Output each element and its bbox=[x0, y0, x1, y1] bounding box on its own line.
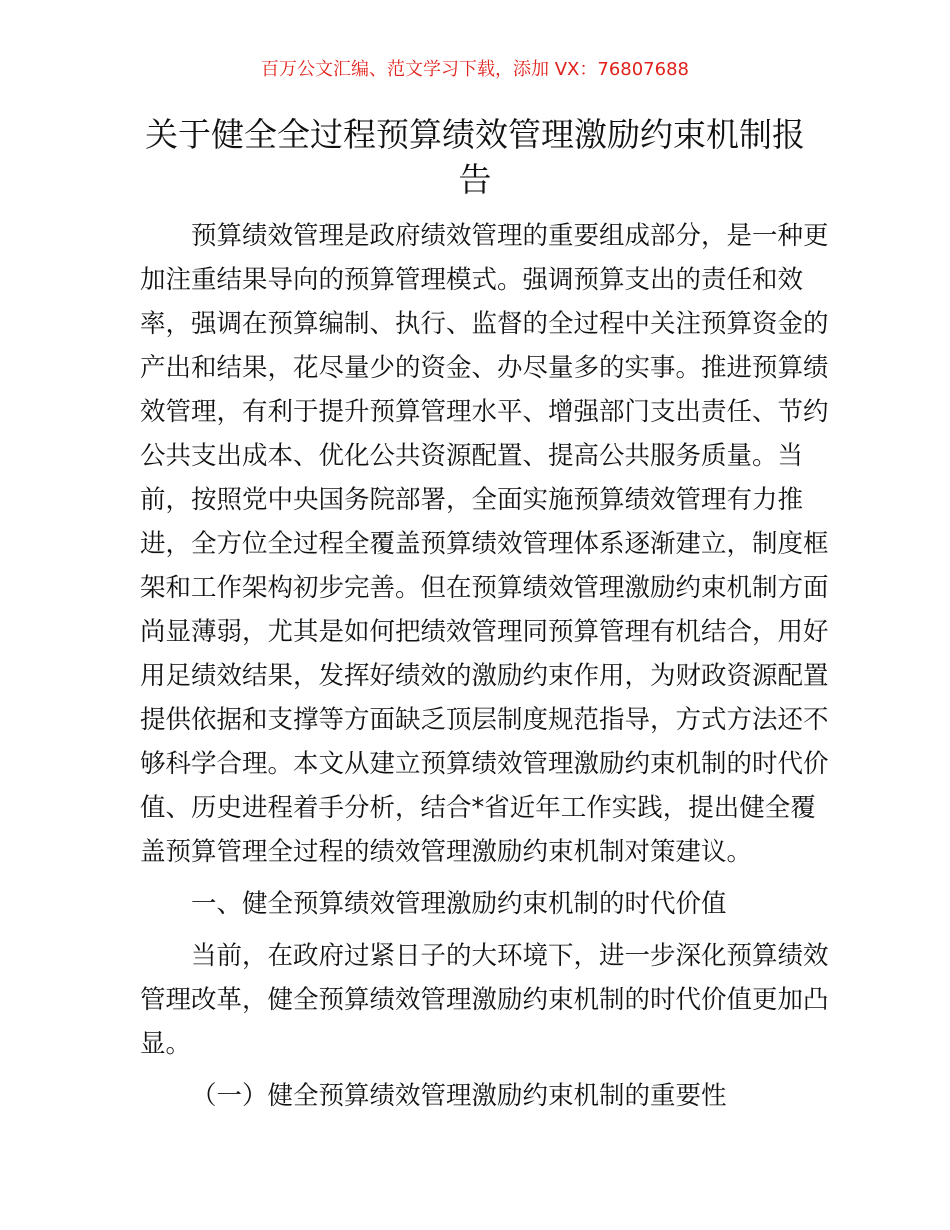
document-body bbox=[140, 214, 829, 1126]
text-line: 加注重结果导向的预算管理模式。强调预算支出的责任和效 bbox=[140, 265, 804, 295]
text-line: 进，全方位全过程全覆盖预算绩效管理体系逐渐建立，制度框 bbox=[140, 529, 829, 559]
text-line: 架和工作架构初步完善。但在预算绩效管理激励约束机制方面 bbox=[140, 573, 829, 603]
text-line: 管理改革，健全预算绩效管理激励约束机制的时代价值更加凸 bbox=[140, 985, 829, 1015]
text-line: 提供依据和支撑等方面缺乏顶层制度规范指导，方式方法还不 bbox=[140, 705, 829, 735]
text-line: 产出和结果，花尽量少的资金、办尽量多的实事。推进预算绩 bbox=[140, 353, 829, 383]
text-line: 前，按照党中央国务院部署，全面实施预算绩效管理有力推 bbox=[140, 485, 804, 515]
document-title bbox=[100, 112, 850, 202]
text-line: 预算绩效管理是政府绩效管理的重要组成部分，是一种更 bbox=[191, 221, 829, 251]
text-line: 率，强调在预算编制、执行、监督的全过程中关注预算资金的 bbox=[140, 309, 829, 339]
text-line: 尚显薄弱，尤其是如何把绩效管理同预算管理有机结合，用好 bbox=[140, 617, 829, 647]
text-line: 显。 bbox=[140, 1029, 192, 1059]
section-heading bbox=[140, 882, 812, 926]
title-line: 告 bbox=[458, 160, 492, 199]
text-line: 当前，在政府过紧日子的大环境下，进一步深化预算绩效 bbox=[191, 941, 829, 971]
text-line: 盖预算管理全过程的绩效管理激励约束机制对策建议。 bbox=[140, 837, 753, 867]
text-line: 用足绩效结果，发挥好绩效的激励约束作用，为财政资源配置 bbox=[140, 661, 829, 691]
paragraph bbox=[140, 934, 829, 1066]
subsection-heading bbox=[140, 1074, 812, 1118]
text-line: 值、历史进程着手分析，结合*省近年工作实践，提出健全覆 bbox=[140, 793, 816, 823]
paragraph bbox=[140, 214, 829, 874]
text-line: 一、健全预算绩效管理激励约束机制的时代价值 bbox=[191, 889, 727, 919]
text-line: 效管理，有利于提升预算管理水平、增强部门支出责任、节约 bbox=[140, 397, 829, 427]
watermark-header: 百万公文汇编、范文学习下载，添加 VX：76807688 bbox=[261, 59, 689, 80]
text-line: 公共支出成本、优化公共资源配置、提高公共服务质量。当 bbox=[140, 441, 804, 471]
text-line: 够科学合理。本文从建立预算绩效管理激励约束机制的时代价 bbox=[140, 749, 829, 779]
title-line: 关于健全全过程预算绩效管理激励约束机制报 bbox=[145, 115, 805, 154]
text-line: （一）健全预算绩效管理激励约束机制的重要性 bbox=[191, 1081, 727, 1111]
